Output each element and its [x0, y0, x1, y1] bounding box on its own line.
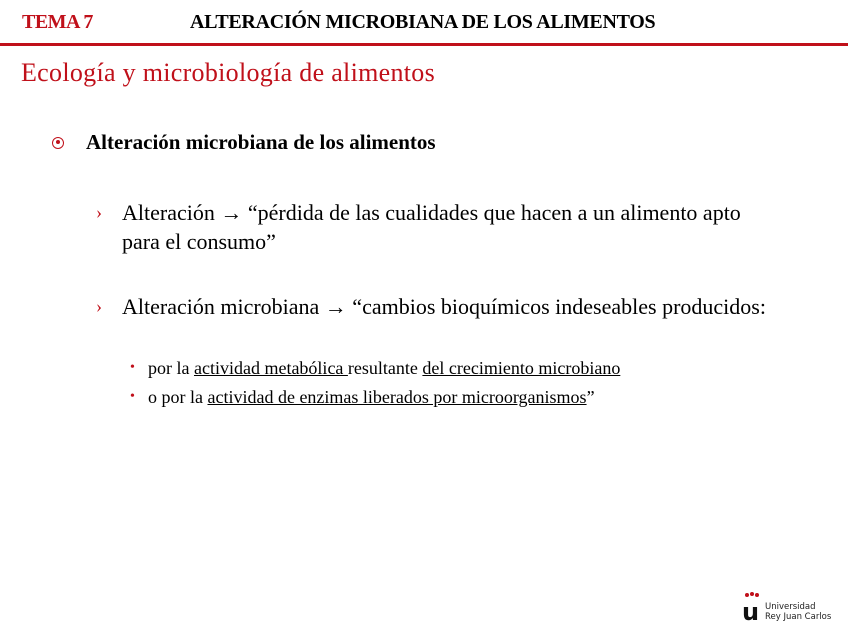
sub-point-enzimas [130, 385, 810, 409]
university-logo [742, 592, 832, 626]
chevron-right-icon: › [96, 202, 102, 222]
sub-point-metabolica [130, 356, 810, 380]
slide-header [0, 0, 848, 44]
header-divider [0, 43, 848, 46]
tema-label: TEMA 7 [22, 11, 93, 33]
chevron-right-icon: › [96, 296, 102, 316]
logo-text: Universidad Rey Juan Carlos [765, 602, 832, 622]
main-bullet [52, 130, 436, 155]
sub-point-text: o por la actividad de enzimas liberados por microorganismos” [148, 387, 595, 407]
main-bullet-text: Alteración microbiana de los alimentos [86, 130, 436, 154]
target-icon [52, 137, 64, 149]
header-title: ALTERACIÓN MICROBIANA DE LOS ALIMENTOS [190, 11, 656, 33]
underlined-term: del crecimiento microbiano [422, 358, 621, 378]
point-alteracion-text: Alteración → “pérdida de las cualidades que hacen a un alimento apto para el consumo” [122, 200, 741, 254]
logo-u-mark: u [742, 598, 760, 626]
point-alteracion [96, 198, 776, 256]
underlined-term: actividad de enzimas liberados por microorganismos [207, 387, 587, 407]
point-alteracion-microbiana-text: Alteración microbiana → “cambios bioquímicos indeseables producidos: [122, 294, 766, 319]
sub-point-text: por la actividad metabólica resultante del crecimiento microbiano [148, 358, 621, 378]
point-alteracion-microbiana [96, 292, 776, 321]
underlined-term: actividad metabólica [193, 358, 348, 378]
slide-subtitle: Ecología y microbiología de alimentos [21, 58, 435, 87]
dot-icon: • [130, 389, 135, 404]
dot-icon: • [130, 360, 135, 375]
